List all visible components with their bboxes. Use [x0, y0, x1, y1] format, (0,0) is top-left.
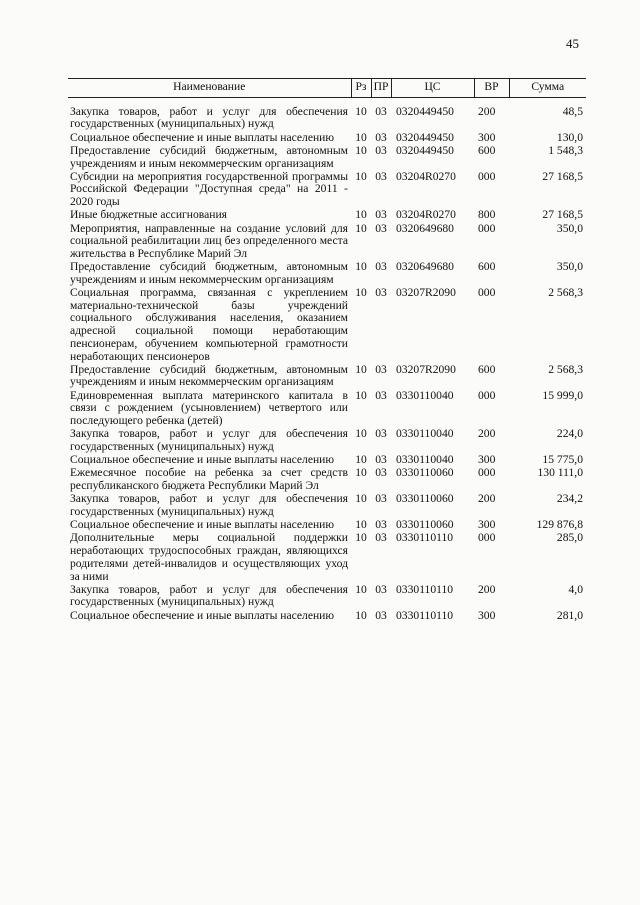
cell-cs: 0330110110 [396, 582, 454, 596]
table-row [68, 171, 586, 210]
cell-sum: 129 876,8 [536, 518, 583, 532]
cell-name: Социальное обеспечение и иные выплаты населению [70, 130, 335, 144]
cell-name: Социальное обеспечение и иные выплаты населению [70, 518, 335, 532]
cell-name: Предоставление субсидий бюджетным, автономным учреждениям и иным некоммерческим организациям [70, 143, 348, 170]
cell-sum: 224,0 [556, 427, 583, 441]
cell-rz: 10 [355, 260, 367, 274]
cell-name: Ежемесячное пособие на ребенка за счет средств республиканского бюджета Республики Марий Эл [70, 466, 348, 493]
cell-rz: 10 [355, 169, 367, 183]
cell-rz: 10 [355, 130, 367, 144]
cell-cs: 0320649680 [396, 221, 454, 235]
cell-cs: 0330110040 [396, 427, 454, 441]
cell-rz: 10 [355, 104, 367, 118]
cell-pr: 03 [375, 143, 387, 157]
cell-name: Предоставление субсидий бюджетным, автономным учреждениям и иным некоммерческим организациям [70, 362, 348, 389]
table-row [68, 532, 586, 583]
table-body [68, 97, 586, 623]
cell-sum: 130,0 [556, 130, 583, 144]
cell-name: Социальное обеспечение и иные выплаты населению [70, 453, 335, 467]
cell-name: Закупка товаров, работ и услуг для обеспечения государственных (муниципальных) нужд [70, 492, 348, 518]
cell-cs: 03204R0270 [396, 208, 456, 222]
cell-cs: 0330110040 [396, 453, 454, 467]
budget-table [68, 78, 586, 623]
cell-rz: 10 [355, 143, 367, 157]
cell-vr: 000 [478, 286, 496, 300]
header-vr: ВР [474, 79, 509, 98]
cell-cs: 03207R2090 [396, 286, 456, 300]
table-row [68, 97, 586, 131]
header-cs: ЦС [391, 79, 474, 98]
cell-vr: 200 [478, 104, 496, 118]
header-rz: Рз [351, 79, 371, 98]
cell-rz: 10 [355, 388, 367, 402]
table-row [68, 209, 586, 222]
table-row [68, 287, 586, 364]
cell-vr: 600 [478, 260, 496, 274]
cell-sum: 2 568,3 [548, 362, 583, 376]
cell-rz: 10 [355, 492, 367, 506]
header-sum: Сумма [509, 79, 586, 98]
cell-sum: 350,0 [556, 221, 583, 235]
cell-name: Дополнительные меры социальной поддержки неработающих трудоспособных граждан, являющихся родителями детей-инвалидов и осуществляющих уход за ними [70, 531, 348, 583]
cell-vr: 000 [478, 466, 496, 480]
table-row [68, 610, 586, 623]
cell-vr: 600 [478, 143, 496, 157]
cell-vr: 000 [478, 169, 496, 183]
table-row [68, 493, 586, 519]
cell-cs: 0330110060 [396, 466, 454, 480]
cell-vr: 200 [478, 427, 496, 441]
cell-vr: 800 [478, 208, 496, 222]
cell-pr: 03 [375, 492, 387, 506]
cell-pr: 03 [375, 169, 387, 183]
cell-vr: 300 [478, 608, 496, 622]
cell-pr: 03 [375, 221, 387, 235]
cell-pr: 03 [375, 208, 387, 222]
cell-sum: 2 568,3 [548, 286, 583, 300]
cell-rz: 10 [355, 466, 367, 480]
cell-cs: 0330110060 [396, 518, 454, 532]
cell-pr: 03 [375, 388, 387, 402]
cell-sum: 27 168,5 [542, 208, 583, 222]
cell-sum: 234,2 [556, 492, 583, 506]
cell-cs: 0320449450 [396, 130, 454, 144]
cell-name: Закупка товаров, работ и услуг для обеспечения государственных (муниципальных) нужд [70, 582, 348, 609]
header-name: Наименование [68, 79, 351, 98]
cell-pr: 03 [375, 362, 387, 376]
cell-cs: 0330110110 [396, 531, 454, 545]
cell-cs: 0320649680 [396, 260, 454, 274]
cell-pr: 03 [375, 260, 387, 274]
table-row [68, 390, 586, 429]
cell-sum: 350,0 [556, 260, 583, 274]
cell-sum: 281,0 [556, 608, 583, 622]
cell-sum: 15 775,0 [542, 453, 583, 467]
table-row [68, 132, 586, 145]
cell-rz: 10 [355, 453, 367, 467]
cell-name: Мероприятия, направленные на создание условий для социальной реабилитации лиц без определенного места жительства в Республике Марий Эл [70, 221, 348, 260]
header-pr: ПР [371, 79, 391, 98]
table-row [68, 364, 586, 390]
cell-sum: 4,0 [568, 582, 583, 596]
cell-name: Субсидии на мероприятия государственной программы Российской Федерации "Доступная среда" на 2011 - 2020 годы [70, 169, 348, 209]
table-row [68, 261, 586, 287]
cell-cs: 03204R0270 [396, 169, 456, 183]
cell-pr: 03 [375, 427, 387, 441]
table-header [68, 79, 586, 98]
table-row [68, 584, 586, 610]
cell-name: Предоставление субсидий бюджетным, автономным учреждениям и иным некоммерческим организациям [70, 260, 348, 286]
cell-vr: 000 [478, 388, 496, 402]
cell-rz: 10 [355, 221, 367, 235]
cell-sum: 285,0 [556, 531, 583, 545]
cell-vr: 300 [478, 130, 496, 144]
cell-vr: 000 [478, 221, 496, 235]
cell-name: Закупка товаров, работ и услуг для обеспечения государственных (муниципальных) нужд [70, 104, 348, 131]
page-number: 45 [566, 36, 579, 51]
cell-pr: 03 [375, 453, 387, 467]
table-row [68, 467, 586, 493]
cell-pr: 03 [375, 518, 387, 532]
cell-cs: 03207R2090 [396, 362, 456, 376]
cell-sum: 48,5 [562, 104, 583, 118]
cell-pr: 03 [375, 130, 387, 144]
table-row [68, 223, 586, 262]
cell-rz: 10 [355, 208, 367, 222]
cell-cs: 0330110040 [396, 388, 454, 402]
cell-vr: 300 [478, 453, 496, 467]
cell-cs: 0330110060 [396, 492, 454, 506]
cell-name: Закупка товаров, работ и услуг для обеспечения государственных (муниципальных) нужд [70, 427, 348, 453]
cell-name: Иные бюджетные ассигнования [70, 208, 227, 222]
cell-pr: 03 [375, 466, 387, 480]
cell-rz: 10 [355, 582, 367, 596]
cell-rz: 10 [355, 518, 367, 532]
cell-vr: 300 [478, 518, 496, 532]
cell-sum: 27 168,5 [542, 169, 583, 183]
cell-cs: 0320449450 [396, 104, 454, 118]
cell-sum: 1 548,3 [548, 143, 583, 157]
cell-pr: 03 [375, 531, 387, 545]
cell-rz: 10 [355, 531, 367, 545]
cell-vr: 000 [478, 531, 496, 545]
cell-sum: 130 111,0 [537, 466, 583, 480]
cell-pr: 03 [375, 286, 387, 300]
table-row [68, 428, 586, 454]
cell-name: Социальная программа, связанная с укреплением материально-технической базы учреждений социального обслуживания населения, оказанием адресной социальной помощи неработающим пенсионерам, обучением компьютерной грамотности неработающих пенсионеров [70, 286, 348, 363]
cell-pr: 03 [375, 608, 387, 622]
cell-rz: 10 [355, 286, 367, 300]
cell-rz: 10 [355, 427, 367, 441]
cell-name: Социальное обеспечение и иные выплаты населению [70, 608, 335, 622]
cell-vr: 200 [478, 582, 496, 596]
cell-sum: 15 999,0 [542, 388, 583, 402]
cell-pr: 03 [375, 104, 387, 118]
cell-pr: 03 [375, 582, 387, 596]
cell-name: Единовременная выплата материнского капитала в связи с рождением (усыновлением) четвертого или последующего ребенка (детей) [70, 388, 348, 428]
cell-cs: 0330110110 [396, 608, 454, 622]
cell-vr: 600 [478, 362, 496, 376]
cell-rz: 10 [355, 362, 367, 376]
cell-rz: 10 [355, 608, 367, 622]
cell-cs: 0320449450 [396, 143, 454, 157]
cell-vr: 200 [478, 492, 496, 506]
table-row [68, 145, 586, 171]
